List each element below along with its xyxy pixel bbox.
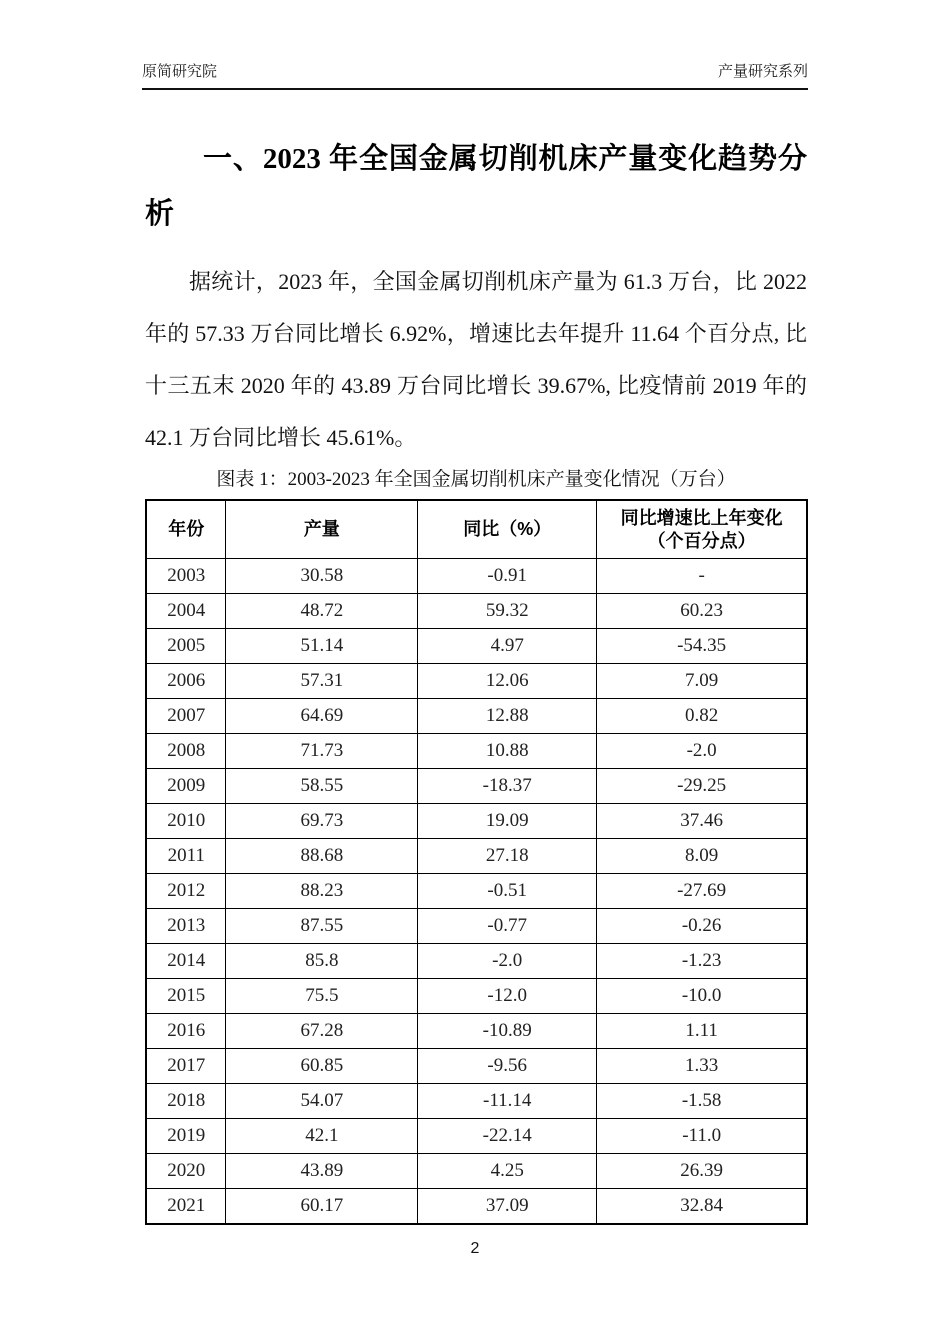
table-row — [146, 1119, 807, 1154]
column-header-production-label: 产量 — [303, 519, 340, 539]
table-row — [146, 664, 807, 699]
yoy-change-cell: -10.0 — [597, 979, 807, 1014]
column-header-yoy-label: 同比（%） — [463, 519, 552, 539]
year-cell: 2018 — [146, 1084, 226, 1119]
production-table — [145, 499, 808, 1225]
yoy-change-cell: 37.46 — [597, 804, 807, 839]
production-cell: 71.73 — [226, 734, 418, 769]
production-cell: 69.73 — [226, 804, 418, 839]
column-header-yoy-change-sublabel: （个百分点） — [647, 530, 756, 551]
yoy-cell: -2.0 — [418, 944, 597, 979]
yoy-change-cell: 1.33 — [597, 1049, 807, 1084]
production-cell: 88.23 — [226, 874, 418, 909]
yoy-cell: 12.88 — [418, 699, 597, 734]
yoy-cell: 4.25 — [418, 1154, 597, 1189]
year-cell: 2005 — [146, 629, 226, 664]
production-cell: 88.68 — [226, 839, 418, 874]
production-cell: 57.31 — [226, 664, 418, 699]
yoy-change-cell: 1.11 — [597, 1014, 807, 1049]
yoy-cell: -22.14 — [418, 1119, 597, 1154]
production-cell: 51.14 — [226, 629, 418, 664]
yoy-change-cell: 60.23 — [597, 594, 807, 629]
column-header-year — [146, 500, 226, 559]
table-row — [146, 769, 807, 804]
header-right-series: 产量研究系列 — [717, 63, 808, 80]
header-left-org: 原简研究院 — [142, 63, 218, 80]
yoy-change-cell: 8.09 — [597, 839, 807, 874]
yoy-change-cell: 0.82 — [597, 699, 807, 734]
table-head — [146, 500, 807, 559]
yoy-change-cell: -1.58 — [597, 1084, 807, 1119]
table-body — [146, 559, 807, 1225]
production-cell: 30.58 — [226, 559, 418, 594]
column-header-yoy-change-label: 同比增速比上年变化 — [620, 507, 783, 528]
column-header-yoy-change — [597, 500, 807, 559]
yoy-change-cell: - — [597, 559, 807, 594]
yoy-cell: -10.89 — [418, 1014, 597, 1049]
year-cell: 2020 — [146, 1154, 226, 1189]
production-cell: 60.85 — [226, 1049, 418, 1084]
yoy-cell: 59.32 — [418, 594, 597, 629]
production-cell: 58.55 — [226, 769, 418, 804]
year-cell: 2011 — [146, 839, 226, 874]
year-cell: 2008 — [146, 734, 226, 769]
production-cell: 67.28 — [226, 1014, 418, 1049]
production-cell: 60.17 — [226, 1189, 418, 1225]
table-row — [146, 559, 807, 594]
yoy-cell: -0.51 — [418, 874, 597, 909]
yoy-change-cell: 7.09 — [597, 664, 807, 699]
yoy-change-cell: -1.23 — [597, 944, 807, 979]
yoy-cell: -18.37 — [418, 769, 597, 804]
production-cell: 48.72 — [226, 594, 418, 629]
summary-paragraph: 据统计，2023 年，全国金属切削机床产量为 61.3 万台，比 2022 年的 57.33 万台同比增长 6.92%，增速比去年提升 11.64 个百分点, 比十三五末 2020 年的 43.89 万台同比增长 39.67%, 比疫情前 2019 年的 42.1 万台同比增长 45.61%。 — [145, 269, 807, 450]
production-cell: 85.8 — [226, 944, 418, 979]
yoy-cell: 19.09 — [418, 804, 597, 839]
yoy-cell: 27.18 — [418, 839, 597, 874]
yoy-change-cell: -27.69 — [597, 874, 807, 909]
table-row — [146, 1189, 807, 1225]
yoy-change-cell: -0.26 — [597, 909, 807, 944]
column-header-year-label: 年份 — [168, 519, 205, 539]
year-cell: 2017 — [146, 1049, 226, 1084]
year-cell: 2007 — [146, 699, 226, 734]
yoy-change-cell: 26.39 — [597, 1154, 807, 1189]
year-cell: 2015 — [146, 979, 226, 1014]
production-cell: 75.5 — [226, 979, 418, 1014]
year-cell: 2016 — [146, 1014, 226, 1049]
column-header-production — [226, 500, 418, 559]
yoy-cell: -0.91 — [418, 559, 597, 594]
document-body — [145, 132, 807, 1225]
yoy-change-cell: -29.25 — [597, 769, 807, 804]
year-cell: 2014 — [146, 944, 226, 979]
production-cell: 54.07 — [226, 1084, 418, 1119]
production-cell: 43.89 — [226, 1154, 418, 1189]
table-row — [146, 734, 807, 769]
production-cell: 42.1 — [226, 1119, 418, 1154]
production-cell: 64.69 — [226, 699, 418, 734]
production-cell: 87.55 — [226, 909, 418, 944]
table-row — [146, 979, 807, 1014]
table-row — [146, 909, 807, 944]
page-header — [142, 60, 808, 90]
table-row — [146, 1014, 807, 1049]
table-row — [146, 874, 807, 909]
yoy-cell: 4.97 — [418, 629, 597, 664]
year-cell: 2013 — [146, 909, 226, 944]
yoy-change-cell: 32.84 — [597, 1189, 807, 1225]
table-row — [146, 804, 807, 839]
table-row — [146, 594, 807, 629]
yoy-change-cell: -11.0 — [597, 1119, 807, 1154]
year-cell: 2006 — [146, 664, 226, 699]
page-number: 2 — [470, 1240, 480, 1257]
year-cell: 2004 — [146, 594, 226, 629]
yoy-change-cell: -54.35 — [597, 629, 807, 664]
table-row — [146, 699, 807, 734]
yoy-cell: 10.88 — [418, 734, 597, 769]
table-caption: 图表 1：2003-2023 年全国金属切削机床产量变化情况（万台） — [216, 469, 736, 490]
year-cell: 2003 — [146, 559, 226, 594]
page-footer — [0, 1240, 950, 1258]
table-row — [146, 839, 807, 874]
section-title: 一、2023 年全国金属切削机床产量变化趋势分析 — [145, 143, 807, 230]
year-cell: 2009 — [146, 769, 226, 804]
yoy-cell: -9.56 — [418, 1049, 597, 1084]
table-row — [146, 1154, 807, 1189]
table-row — [146, 944, 807, 979]
yoy-cell: -0.77 — [418, 909, 597, 944]
yoy-cell: -12.0 — [418, 979, 597, 1014]
table-row — [146, 629, 807, 664]
yoy-cell: -11.14 — [418, 1084, 597, 1119]
year-cell: 2021 — [146, 1189, 226, 1225]
yoy-cell: 37.09 — [418, 1189, 597, 1225]
table-row — [146, 1049, 807, 1084]
year-cell: 2010 — [146, 804, 226, 839]
yoy-change-cell: -2.0 — [597, 734, 807, 769]
year-cell: 2019 — [146, 1119, 226, 1154]
year-cell: 2012 — [146, 874, 226, 909]
column-header-yoy — [418, 500, 597, 559]
table-row — [146, 1084, 807, 1119]
table-header-row — [146, 500, 807, 559]
yoy-cell: 12.06 — [418, 664, 597, 699]
